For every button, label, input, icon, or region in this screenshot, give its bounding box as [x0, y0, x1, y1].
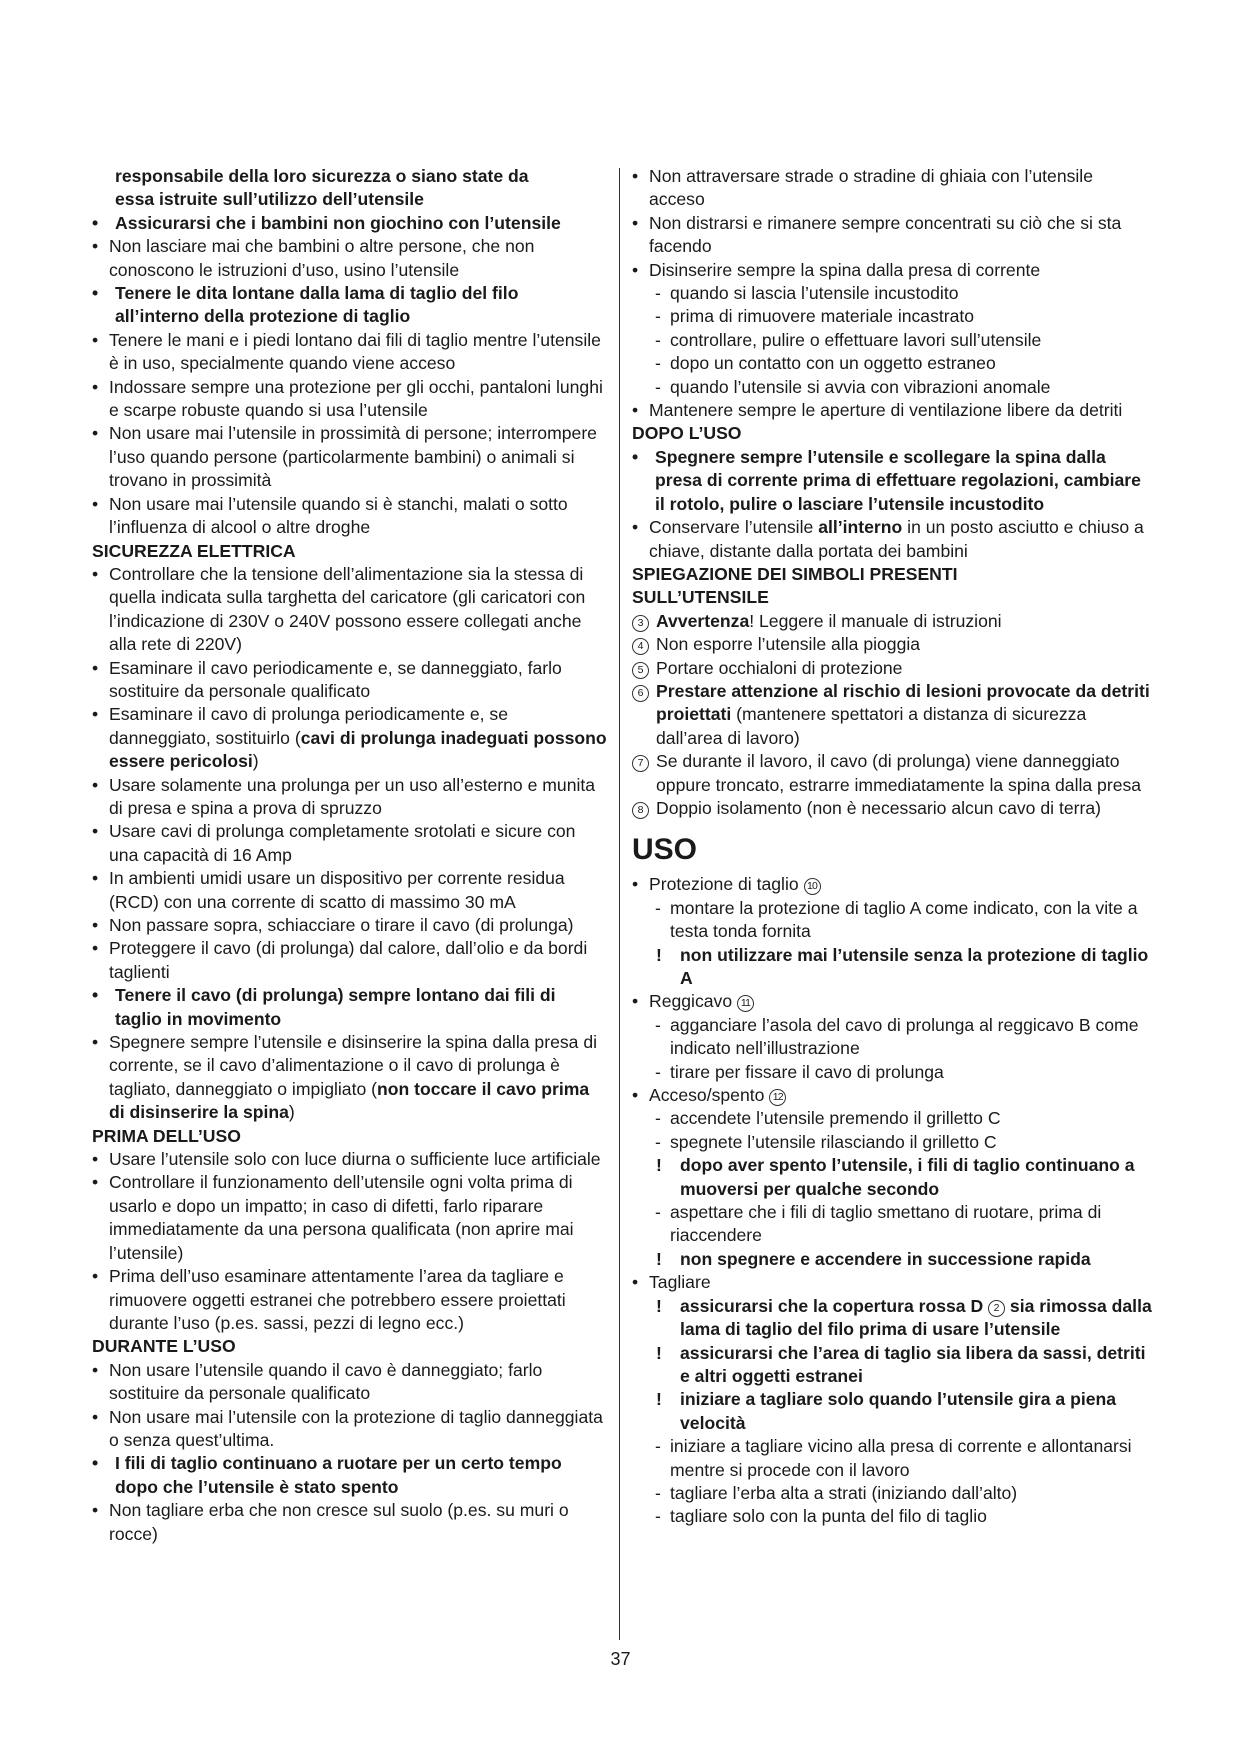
warning-clear-area: ! assicurarsi che l’area di taglio sia libera da sassi, detriti e altri oggetti estranei: [656, 1342, 1146, 1386]
circled-number-icon: 2: [988, 1300, 1005, 1317]
symbol-item: 7 Se durante il lavoro, il cavo (di prolunga) viene danneggiato oppure troncato, estrarre immediatamente la spina dalla presa: [632, 750, 1152, 797]
sub-jammed: - prima di rimuovere materiale incastrato: [655, 306, 975, 327]
symbol-item: 5 Portare occhialoni di protezione: [632, 657, 1152, 680]
warning-rapid-switch: ! non spegnere e accendere in successione rapida: [656, 1248, 1091, 1269]
circled-number-icon: 8: [632, 802, 649, 819]
sub-holder-hook: - agganciare l’asola del cavo di prolunga al reggicavo B come indicato nell’illustrazione: [655, 1014, 1139, 1059]
bullet-check-function: • Controllare il funzionamento dell’utensile ogni volta prima di usarlo e dopo un impatto; in caso di difetti, farlo riparare immediatamente da una persona qualificata (non aprire mai l’utensile): [92, 1172, 574, 1263]
bullet-near-people: • Non usare mai l’utensile in prossimità di persone; interrompere l’uso quando persone (particolarmente bambini) o animali si trovano in prossimità: [92, 423, 597, 491]
circled-number-icon: 5: [632, 662, 649, 679]
right-column: [632, 165, 1152, 1529]
bullet-keep-cable-away: • Tenere il cavo (di prolunga) sempre lontano dai fili di taglio in movimento: [92, 985, 556, 1029]
bullet-rcd: • In ambienti umidi usare un dispositivo per corrente residua (RCD) con una corrente di scatto di massimo 30 mA: [92, 868, 565, 912]
heading-symbols-2: SULL’UTENSILE: [632, 587, 769, 608]
page-number: 37: [610, 1649, 631, 1669]
circled-number-icon: 3: [632, 615, 649, 632]
heading-symbols-1: SPIEGAZIONE DEI SIMBOLI PRESENTI: [632, 563, 958, 584]
left-column: [92, 165, 607, 1546]
heading-before-use: PRIMA DELL’USO: [92, 1125, 241, 1146]
bullet-unplug: • Disinserire sempre la spina dalla presa di corrente: [632, 259, 1041, 280]
sub-start-near-outlet: - iniziare a tagliare vicino alla presa di corrente e allontanarsi mentre si procede con il lavoro: [655, 1436, 1132, 1480]
sub-holder-pull: - tirare per fissare il cavo di prolunga: [655, 1061, 944, 1082]
warning-lines-moving: ! dopo aver spento l’utensile, i fili di taglio continuano a muoversi per qualche secondo: [656, 1155, 1135, 1199]
bullet-store: • Conservare l’utensile all’interno in un posto asciutto e chiuso a chiave, distante dalla portata dei bambini: [632, 517, 1144, 561]
bullet-cable-holder: • Reggicavo 11: [632, 990, 1152, 1013]
bullet-extension-check: • Esaminare il cavo di prolunga periodicamente e, se danneggiato, sostituirlo (cavi di prolunga inadeguati possono essere pericolosi): [92, 704, 607, 772]
bullet-inspect-area: • Prima dell’uso esaminare attentamente l’area da tagliare e rimuovere oggetti estranei che potrebbero essere proiettati durante l’uso (p.es. sassi, pezzi di legno ecc.): [92, 1266, 566, 1333]
bullet-children: • Assicurarsi che i bambini non giochino con l’utensile: [92, 212, 561, 233]
circled-number-icon: 7: [632, 755, 649, 772]
circled-number-icon: 12: [769, 1089, 786, 1106]
intro-line-2: essa istruite sull’utilizzo dell’utensile: [115, 189, 424, 210]
bullet-voltage: • Controllare che la tensione dell’alimentazione sia la stessa di quella indicata sulla targhetta del caricatore (gli caricatori con l’indicazione di 230V o 240V possono essere collegati anche alla rete di 220V): [92, 563, 586, 655]
symbol-item: 3 Avvertenza! Leggere il manuale di istruzioni: [632, 610, 1152, 633]
warning-full-speed: ! iniziare a tagliare solo quando l’utensile gira a piena velocità: [656, 1389, 1117, 1433]
bullet-hands: • Tenere le mani e i piedi lontano dai fili di taglio mentre l’utensile è in uso, specialmente quando viene acceso: [92, 329, 601, 374]
bullet-on-off: • Acceso/spento 12: [632, 1084, 1152, 1107]
bullet-guard: • Protezione di taglio 10: [632, 873, 1152, 896]
bullet-tired: • Non usare mai l’utensile quando si è stanchi, malati o sotto l’influenza di alcool o altre droghe: [92, 493, 568, 538]
symbol-item: 4 Non esporre l’utensile alla pioggia: [632, 633, 1152, 656]
circled-number-icon: 11: [737, 995, 754, 1012]
sub-wait-stop: - aspettare che i fili di taglio smettano di ruotare, prima di riaccendere: [655, 1202, 1102, 1246]
circled-number-icon: 10: [804, 878, 821, 895]
circled-number-icon: 6: [632, 685, 649, 702]
bullet-damaged-guard: • Non usare mai l’utensile con la protezione di taglio danneggiata o senza quest’ultima.: [92, 1406, 603, 1450]
bullet-damaged-cable: • Non usare l’utensile quando il cavo è danneggiato; farlo sostituire da personale qualificato: [92, 1359, 543, 1404]
heading-after-use: DOPO L’USO: [632, 423, 742, 444]
symbol-item: 8 Doppio isolamento (non è necessario alcun cavo di terra): [632, 797, 1152, 820]
sub-check: - controllare, pulire o effettuare lavori sull’utensile: [655, 329, 1042, 350]
bullet-cutting: • Tagliare: [632, 1272, 711, 1293]
heading-electrical-safety: SICUREZZA ELETTRICA: [92, 540, 296, 561]
bullet-unrolled-cables: • Usare cavi di prolunga completamente srotolati e sicure con una capacità di 16 Amp: [92, 821, 576, 865]
sub-guard-mount: - montare la protezione di taglio A come indicato, con la vite a testa tonda fornita: [655, 897, 1138, 942]
sub-vibration: - quando l’utensile si avvia con vibrazioni anomale: [655, 376, 1051, 397]
heading-during-use: DURANTE L’USO: [92, 1336, 236, 1357]
sub-unattended: - quando si lascia l’utensile incustodito: [655, 283, 959, 304]
sub-cut-layers: - tagliare l’erba alta a strati (iniziando dall’alto): [655, 1482, 1018, 1503]
sub-switch-on: - accendete l’utensile premendo il grilletto C: [655, 1108, 1001, 1129]
warning-red-cover: ! assicurarsi che la copertura rossa D 2 sia rimossa dalla lama di taglio del filo prima di usare l’utensile: [656, 1295, 1152, 1340]
bullet-no-walls: • Non tagliare erba che non cresce sul suolo (p.es. su muri o rocce): [92, 1500, 569, 1544]
bullet-fingers: • Tenere le dita lontane dalla lama di taglio del filo all’interno della protezione di taglio: [92, 283, 519, 327]
bullet-no-children: • Non lasciare mai che bambini o altre persone, che non conoscono le istruzioni d’uso, usino l’utensile: [92, 236, 535, 280]
bullet-outdoor-extension: • Usare solamente una prolunga per un uso all’esterno e munita di presa e spina a prova di spruzzo: [92, 774, 596, 818]
bullet-lines-rotate: • I fili di taglio continuano a ruotare per un certo tempo dopo che l’utensile è stato spento: [92, 1453, 562, 1497]
intro-line-1: responsabile della loro sicurezza o siano state da: [115, 166, 529, 186]
bullet-roads: • Non attraversare strade o stradine di ghiaia con l’utensile acceso: [632, 166, 1094, 210]
warning-guard: ! non utilizzare mai l’utensile senza la protezione di taglio A: [656, 944, 1149, 988]
circled-number-icon: 4: [632, 638, 649, 655]
bullet-switch-off-damaged: • Spegnere sempre l’utensile e disinserire la spina dalla presa di corrente, se il cavo d’alimentazione o il cavo di prolunga è tagliato, danneggiato o impigliato (non toccare il cavo prima di disinserire la spina): [92, 1032, 598, 1123]
bullet-protection: • Indossare sempre una protezione per gli occhi, pantaloni lunghi e scarpe robuste quando si usa l’utensile: [92, 376, 603, 421]
symbol-item: 6 Prestare attenzione al rischio di lesioni provocate da detriti proiettati (mantenere spettatori a distanza di sicurezza dall’area di lavoro): [632, 680, 1152, 750]
sub-contact: - dopo un contatto con un oggetto estraneo: [655, 353, 996, 374]
bullet-protect-cable: • Proteggere il cavo (di prolunga) dal calore, dall’olio e da bordi taglienti: [92, 938, 588, 982]
bullet-switch-off-after: • Spegnere sempre l’utensile e scollegare la spina dalla presa di corrente prima di effettuare regolazioni, cambiare il rotolo, pulire o lasciare l’utensile incustodito: [632, 446, 1141, 514]
sub-cut-tip: - tagliare solo con la punta del filo di taglio: [655, 1506, 987, 1527]
column-divider: [619, 168, 620, 1640]
bullet-daylight: • Usare l’utensile solo con luce diurna o sufficiente luce artificiale: [92, 1149, 601, 1170]
bullet-vents: • Mantenere sempre le aperture di ventilazione libere da detriti: [632, 400, 1123, 421]
sub-switch-off: - spegnete l’utensile rilasciando il grilletto C: [655, 1131, 997, 1152]
bullet-concentrate: • Non distrarsi e rimanere sempre concentrati su ciò che si sta facendo: [632, 212, 1122, 257]
bullet-no-step: • Non passare sopra, schiacciare o tirare il cavo (di prolunga): [92, 915, 574, 935]
heading-uso: USO: [632, 833, 698, 867]
bullet-cable-check: • Esaminare il cavo periodicamente e, se danneggiato, farlo sostituire da personale qualificato: [92, 657, 562, 701]
